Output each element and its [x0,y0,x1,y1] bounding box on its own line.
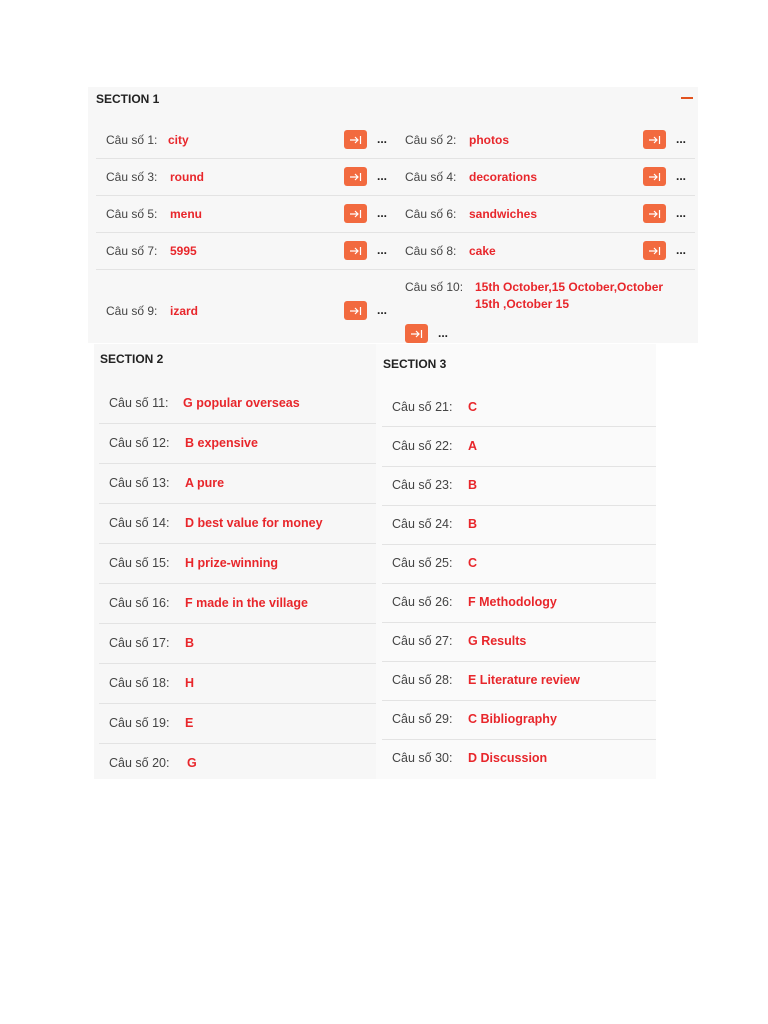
question-1 [96,121,395,158]
answer-text: D Discussion [468,751,548,765]
question-9 [96,269,395,343]
answer-text: F Methodology [468,595,557,609]
section-1-panel [88,87,698,343]
question-10 [395,269,695,343]
question-24 [382,505,656,545]
section-1-row [96,232,695,270]
question-label: Câu số 6: [405,207,457,221]
question-18 [99,664,376,704]
section-1-row [96,269,695,343]
answer-text: photos [469,133,509,147]
question-label: Câu số 26: [392,595,453,609]
question-4 [395,158,695,195]
more-button[interactable]: ... [377,206,388,220]
more-button[interactable]: ... [377,169,388,183]
question-15 [99,544,376,584]
question-label: Câu số 24: [392,517,453,531]
question-label: Câu số 29: [392,712,453,726]
section-2-panel [94,344,376,779]
arrow-right-to-bar-icon [648,172,661,182]
answer-text: E Literature review [468,673,580,687]
go-to-question-button[interactable] [643,130,666,149]
answer-text: cake [469,244,496,258]
question-label: Câu số 7: [106,244,158,258]
go-to-question-button[interactable] [405,324,428,343]
section-1-row [96,195,695,233]
answer-text: A [468,439,478,453]
answer-text: round [170,170,204,184]
question-label: Câu số 2: [405,133,457,147]
more-button[interactable]: ... [676,169,687,183]
question-13 [99,464,376,504]
question-5 [96,195,395,232]
answer-text: city [168,133,189,147]
question-label: Câu số 12: [109,436,170,450]
question-26 [382,583,656,623]
question-27 [382,622,656,662]
go-to-question-button[interactable] [643,241,666,260]
answer-text: C [468,400,478,414]
question-label: Câu số 4: [405,170,457,184]
question-25 [382,544,656,584]
go-to-question-button[interactable] [643,204,666,223]
more-button[interactable]: ... [377,132,388,146]
question-11 [99,384,376,424]
arrow-right-to-bar-icon [349,172,362,182]
question-label: Câu số 1: [106,133,158,147]
question-20 [99,744,376,783]
answer-text: G popular overseas [183,396,300,410]
question-23 [382,466,656,506]
question-22 [382,427,656,467]
question-7 [96,232,395,269]
question-label: Câu số 23: [392,478,453,492]
question-label: Câu số 25: [392,556,453,570]
answer-text-line-2: 15th ,October 15 [475,297,570,311]
question-label: Câu số 14: [109,516,170,530]
more-button[interactable]: ... [676,206,687,220]
question-label: Câu số 21: [392,400,453,414]
question-label: Câu số 16: [109,596,170,610]
answer-text: G [187,756,197,770]
arrow-right-to-bar-icon [349,306,362,316]
question-29 [382,700,656,740]
section-3-title: SECTION 3 [383,357,447,371]
section-1-title: SECTION 1 [96,92,160,106]
question-17 [99,624,376,664]
more-button[interactable]: ... [676,243,687,257]
question-label: Câu số 11: [109,396,169,410]
question-label: Câu số 9: [106,304,158,318]
question-30 [382,739,656,778]
go-to-question-button[interactable] [344,204,367,223]
question-8 [395,232,695,269]
answer-text-line-1: 15th October,15 October,October [475,280,664,294]
question-label: Câu số 22: [392,439,453,453]
section-2-title: SECTION 2 [100,352,164,366]
question-label: Câu số 30: [392,751,453,765]
answer-text: H prize-winning [185,556,279,570]
question-label: Câu số 3: [106,170,158,184]
arrow-right-to-bar-icon [349,246,362,256]
more-button[interactable]: ... [438,326,449,340]
arrow-right-to-bar-icon [349,135,362,145]
more-button[interactable]: ... [676,132,687,146]
question-label: Câu số 10: [405,280,464,294]
answer-text: C [468,556,478,570]
question-label: Câu số 20: [109,756,170,770]
question-label: Câu số 8: [405,244,457,258]
more-button[interactable]: ... [377,303,388,317]
answer-text: menu [170,207,203,221]
question-16 [99,584,376,624]
answer-text: B [185,636,195,650]
question-6 [395,195,695,232]
go-to-question-button[interactable] [344,301,367,320]
answer-text: C Bibliography [468,712,557,726]
question-label: Câu số 17: [109,636,170,650]
answer-text: A pure [185,476,225,490]
question-label: Câu số 19: [109,716,170,730]
answer-text: B [468,478,478,492]
question-label: Câu số 27: [392,634,453,648]
arrow-right-to-bar-icon [349,209,362,219]
answer-text: decorations [469,170,538,184]
arrow-right-to-bar-icon [648,246,661,256]
answer-text: H [185,676,195,690]
question-label: Câu số 18: [109,676,170,690]
go-to-question-button[interactable] [643,167,666,186]
arrow-right-to-bar-icon [648,209,661,219]
answer-text: izard [170,304,199,318]
answer-text: B expensive [185,436,258,450]
answer-text: sandwiches [469,207,538,221]
go-to-question-button[interactable] [344,167,367,186]
section-1-row [96,158,695,196]
answer-text: G Results [468,634,527,648]
arrow-right-to-bar-icon [648,135,661,145]
section-3-panel [376,344,656,779]
question-label: Câu số 13: [109,476,170,490]
answer-text: D best value for money [185,516,323,530]
question-label: Câu số 15: [109,556,170,570]
question-3 [96,158,395,195]
go-to-question-button[interactable] [344,241,367,260]
question-21 [382,387,656,427]
question-19 [99,704,376,744]
answer-text: E [185,716,194,730]
section-1-row [96,121,695,159]
answer-text: B [468,517,478,531]
collapse-section-1-minus-icon[interactable] [681,97,693,99]
question-label: Câu số 5: [106,207,158,221]
question-14 [99,504,376,544]
arrow-right-to-bar-icon [410,329,423,339]
more-button[interactable]: ... [377,243,388,257]
question-12 [99,424,376,464]
go-to-question-button[interactable] [344,130,367,149]
question-2 [395,121,695,158]
question-28 [382,661,656,701]
question-label: Câu số 28: [392,673,453,687]
answer-text: F made in the village [185,596,308,610]
answer-text: 5995 [170,244,197,258]
